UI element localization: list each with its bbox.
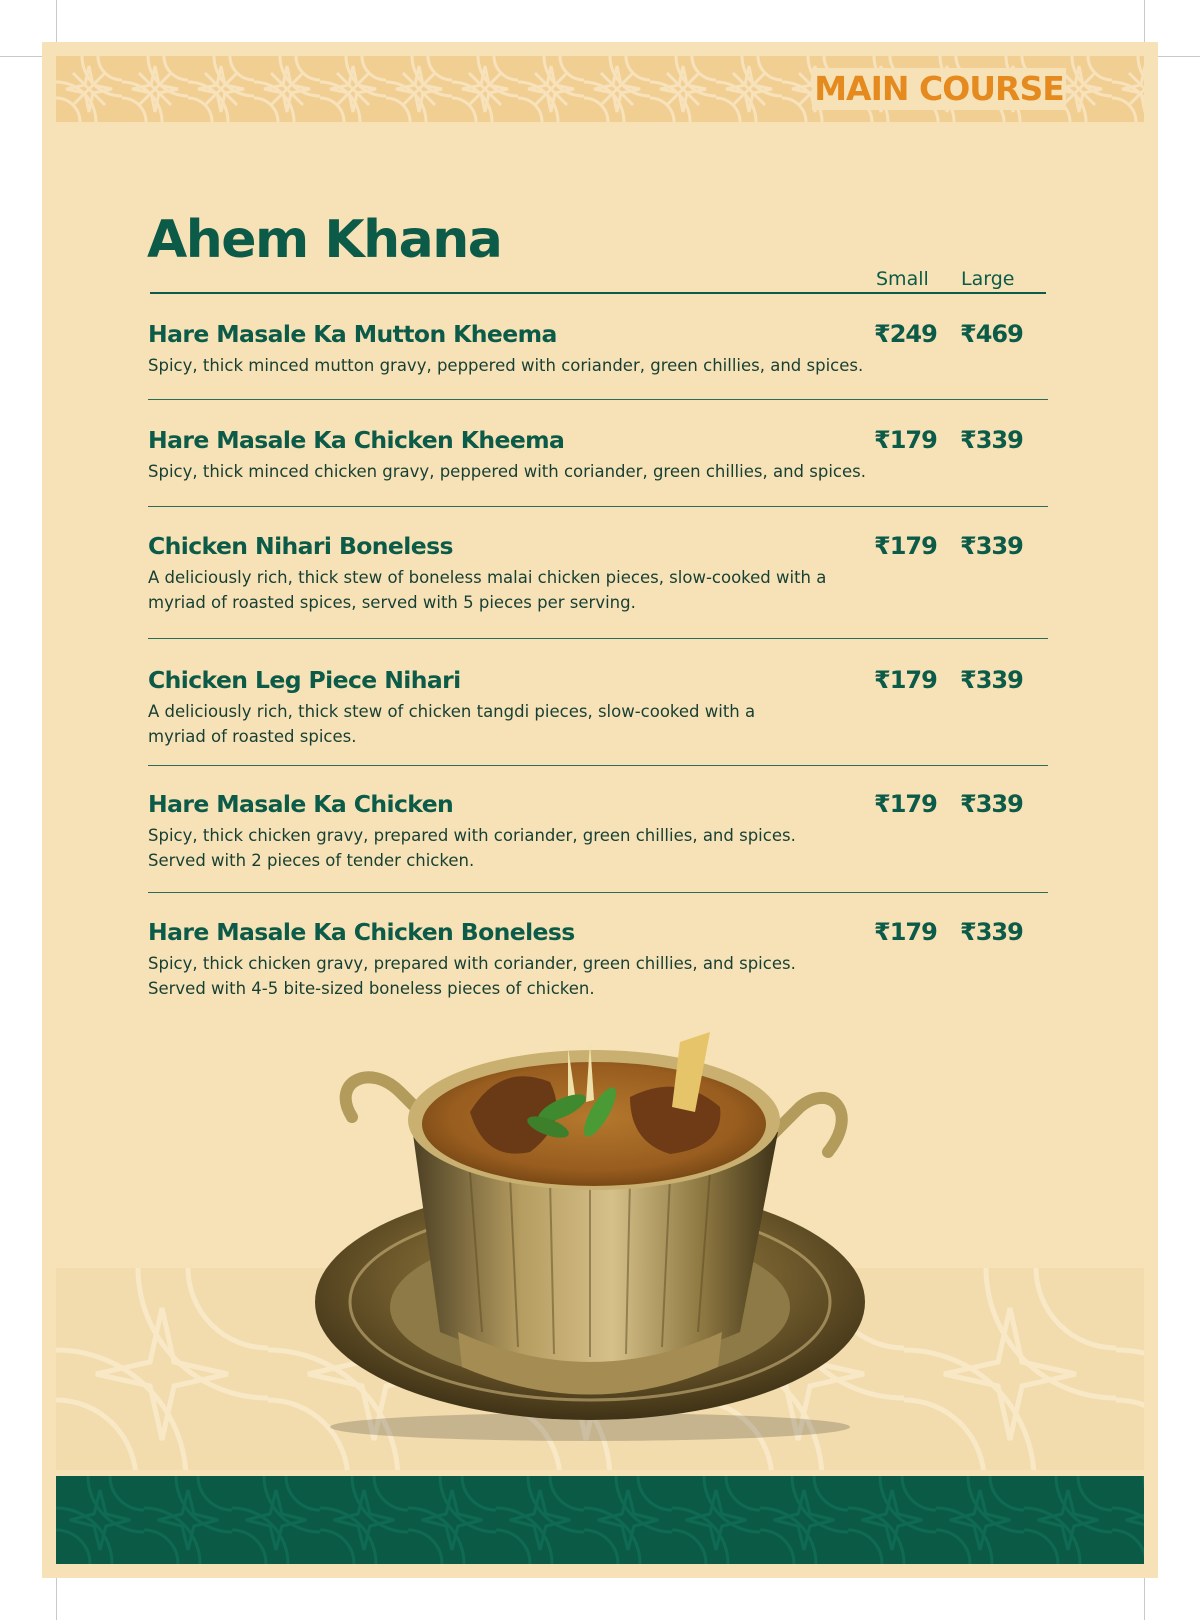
top-pattern-band [56, 56, 1144, 122]
item-divider [148, 506, 1048, 507]
item-description: A deliciously rich, thick stew of boneless malai chicken pieces, slow-cooked with a myriad of roasted spices, served with 5 pieces per serving. [148, 568, 827, 612]
crop-mark [1144, 1578, 1145, 1620]
price-large: ₹339 [960, 532, 1023, 560]
crop-mark [1144, 0, 1145, 42]
price-large: ₹339 [960, 790, 1023, 818]
price-small: ₹179 [874, 426, 937, 454]
price-large: ₹469 [960, 320, 1023, 348]
item-divider [148, 399, 1048, 400]
size-small-header: Small [876, 268, 929, 290]
heading-rule [150, 292, 1046, 294]
item-description: Spicy, thick minced mutton gravy, peppered with coriander, green chillies, and spices. [148, 356, 864, 375]
menu-title: Ahem Khana [147, 210, 502, 270]
item-description: Spicy, thick chicken gravy, prepared with coriander, green chillies, and spices. Served with 2 pieces of tender chicken. [148, 826, 796, 870]
item-divider [148, 638, 1048, 639]
menu-item [148, 664, 1048, 749]
crop-mark [56, 1578, 57, 1620]
price-small: ₹179 [874, 666, 937, 694]
section-title: MAIN COURSE [812, 68, 1066, 110]
crop-mark [56, 0, 57, 42]
footer-pattern-band [56, 1476, 1144, 1564]
item-name: Hare Masale Ka Chicken Boneless [148, 918, 575, 946]
price-large: ₹339 [960, 918, 1023, 946]
item-description: Spicy, thick chicken gravy, prepared with coriander, green chillies, and spices. Served with 4-5 bite-sized boneless pieces of chicken. [148, 954, 796, 998]
price-small: ₹179 [874, 790, 937, 818]
item-name: Hare Masale Ka Chicken Kheema [148, 426, 565, 454]
menu-item [148, 916, 1048, 1001]
menu-item [148, 788, 1048, 873]
crop-mark [1158, 56, 1200, 57]
item-divider [148, 765, 1048, 766]
item-name: Hare Masale Ka Chicken [148, 790, 454, 818]
footer-pattern-graphic [56, 1476, 1144, 1564]
item-divider [148, 892, 1048, 893]
item-name: Chicken Nihari Boneless [148, 532, 453, 560]
price-large: ₹339 [960, 426, 1023, 454]
menu-item [148, 318, 1048, 378]
price-small: ₹179 [874, 532, 937, 560]
menu-item [148, 530, 1048, 615]
price-small: ₹179 [874, 918, 937, 946]
menu-item [148, 424, 1048, 484]
size-large-header: Large [961, 268, 1015, 290]
item-name: Hare Masale Ka Mutton Kheema [148, 320, 557, 348]
price-small: ₹249 [874, 320, 937, 348]
dish-image [300, 1002, 870, 1442]
menu-page [42, 42, 1158, 1578]
item-description: Spicy, thick minced chicken gravy, peppered with coriander, green chillies, and spices. [148, 462, 866, 481]
crop-mark [0, 56, 42, 57]
price-large: ₹339 [960, 666, 1023, 694]
item-description: A deliciously rich, thick stew of chicken tangdi pieces, slow-cooked with a myriad of roasted spices. [148, 702, 756, 746]
item-name: Chicken Leg Piece Nihari [148, 666, 461, 694]
